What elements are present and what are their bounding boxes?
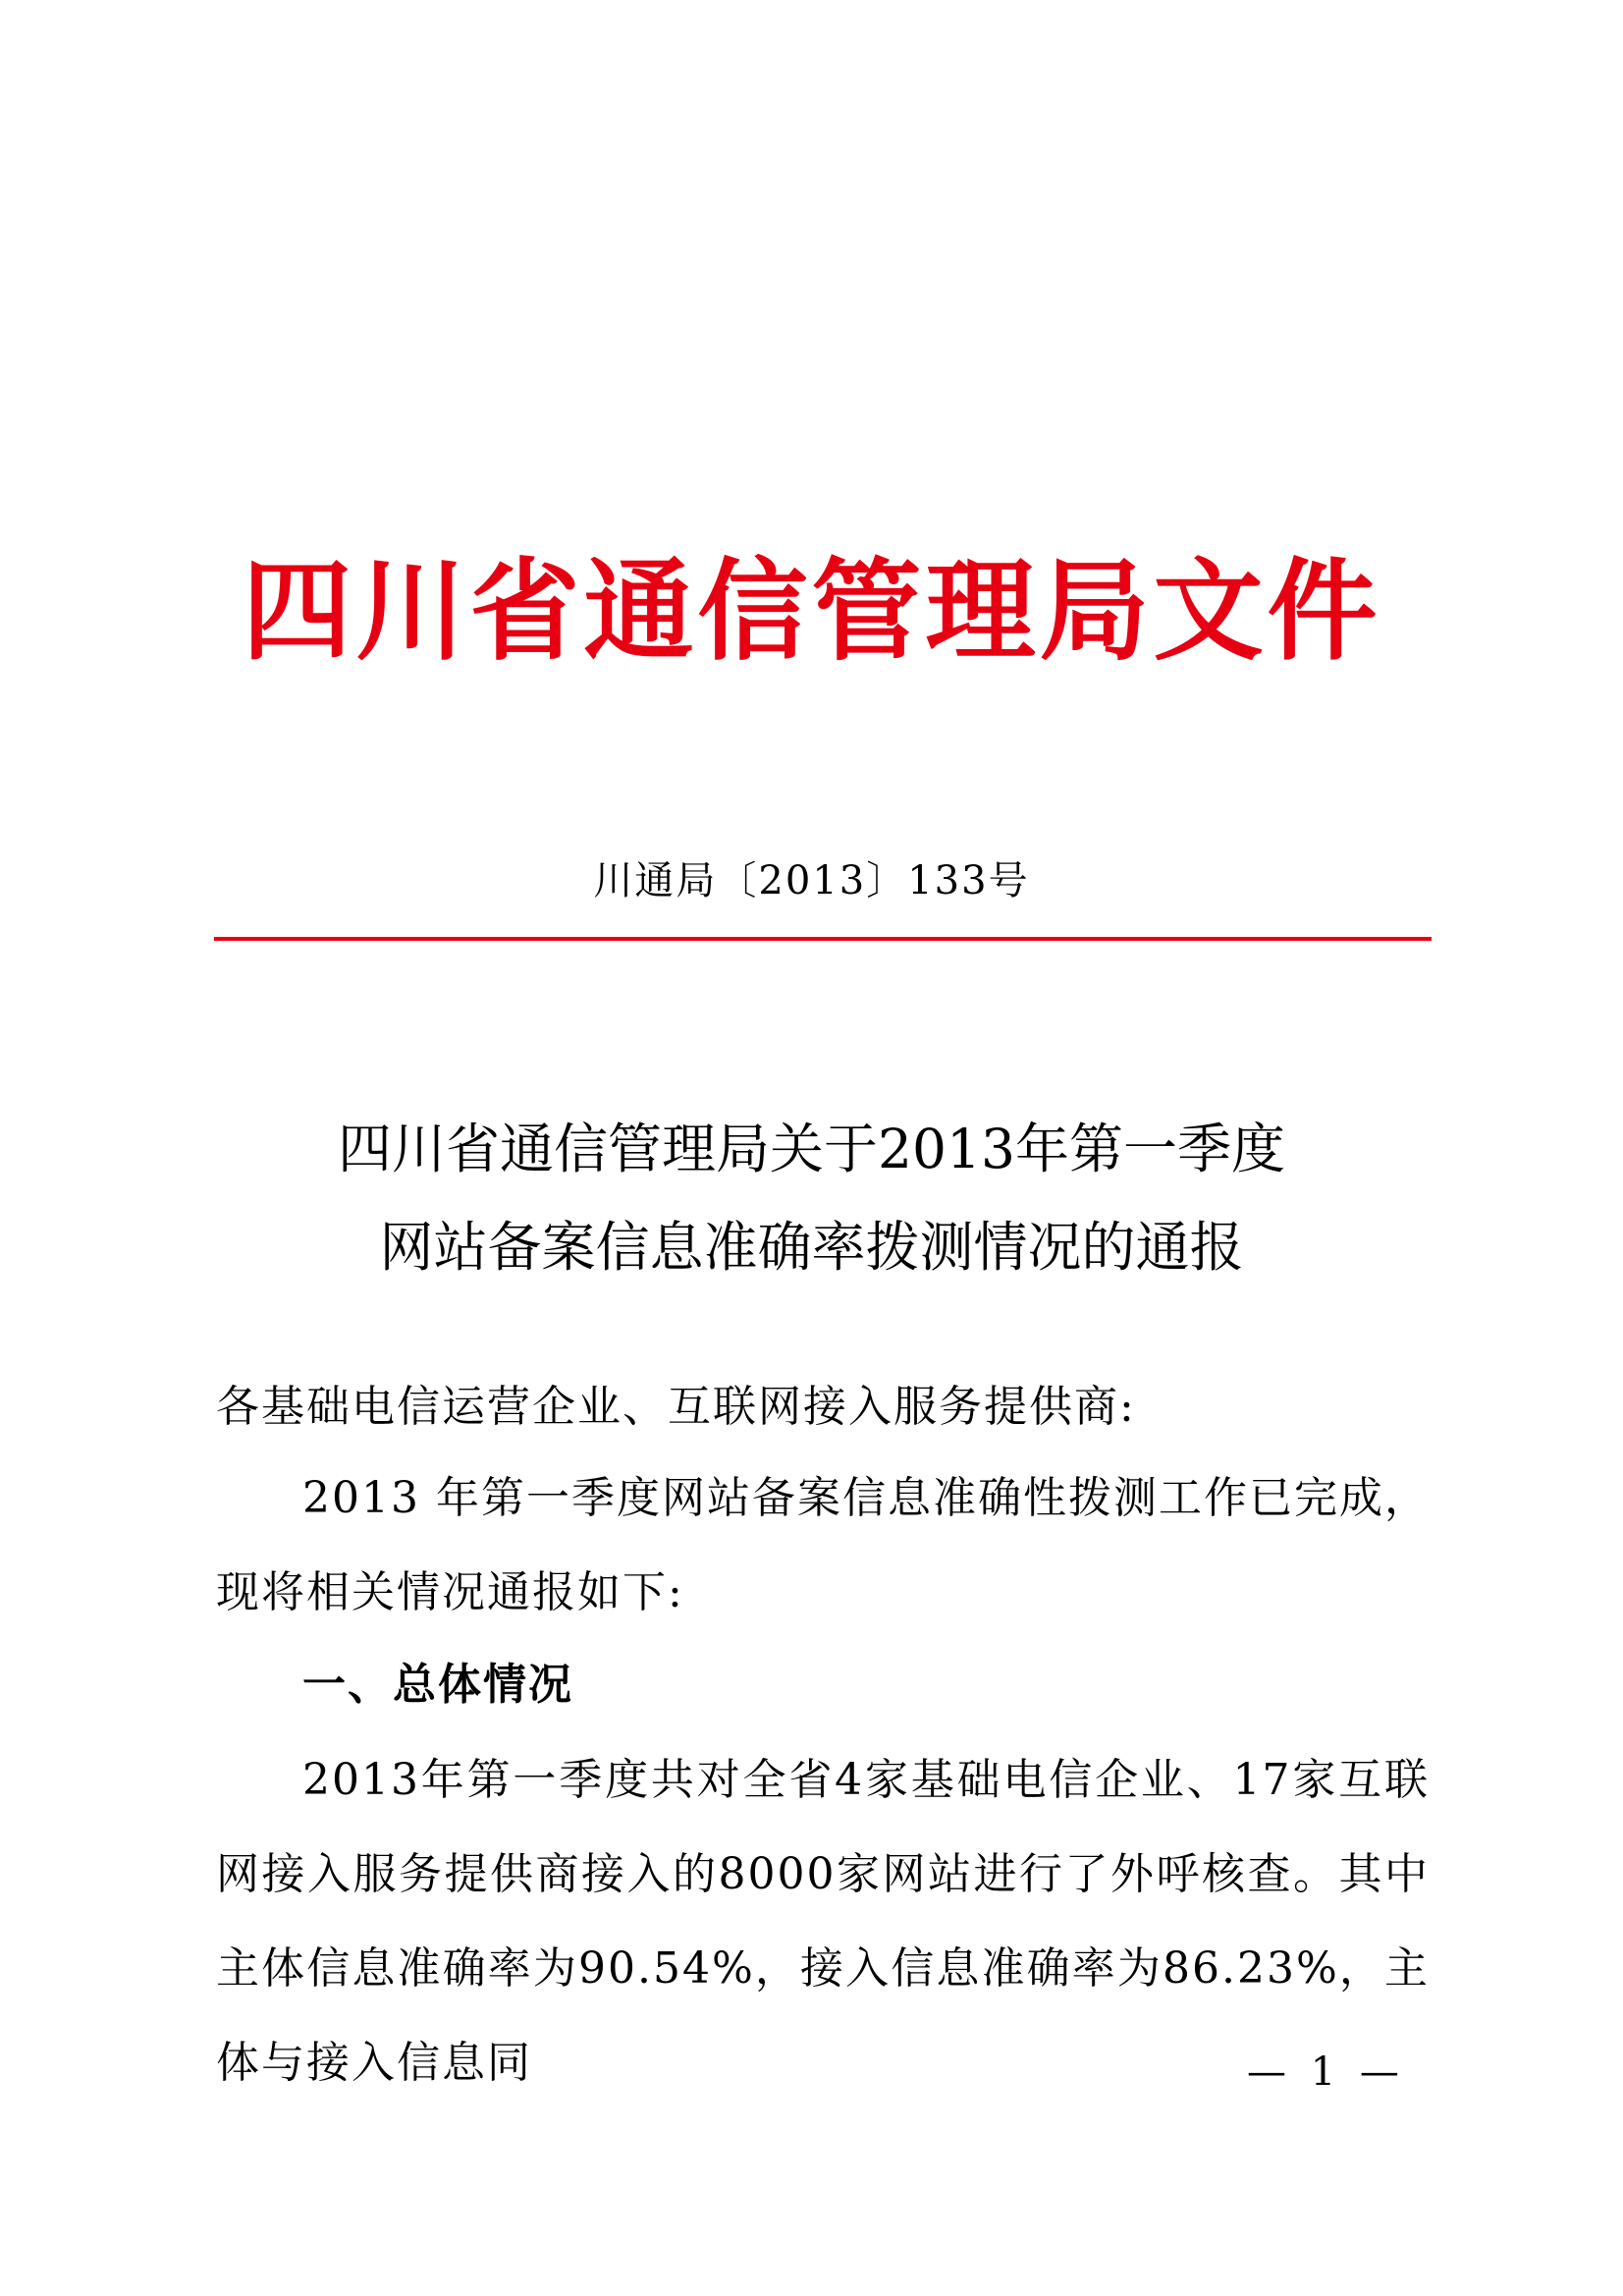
intro-paragraph: 2013 年第一季度网站备案信息准确性拨测工作已完成，现将相关情况通报如下: [216,1473,1430,1617]
section-body-paragraph: 2013年第一季度共对全省4家基础电信企业、17家互联网接入服务提供商接入的8000家网站进行了外呼核查。其中主体信息准确率为90.54%，接入信息准确率为86.23%，主体与接入信息同 [216,1755,1430,2088]
document-number: 川通局〔2013〕133号 [593,858,1030,903]
page-number: — 1 — [1247,2050,1405,2095]
issuer-title: 四川省通信管理局文件 [242,547,1381,676]
addressee: 各基础电信运营企业、互联网接入服务提供商: [216,1382,1136,1432]
notice-title-line-2: 网站备案信息准确率拨测情况的通报 [379,1216,1244,1279]
red-divider-line [214,937,1432,941]
notice-title [0,1100,1623,1296]
section-heading: 一、总体情况 [302,1660,573,1710]
notice-title-line-1: 四川省通信管理局关于2013年第一季度 [338,1118,1285,1180]
